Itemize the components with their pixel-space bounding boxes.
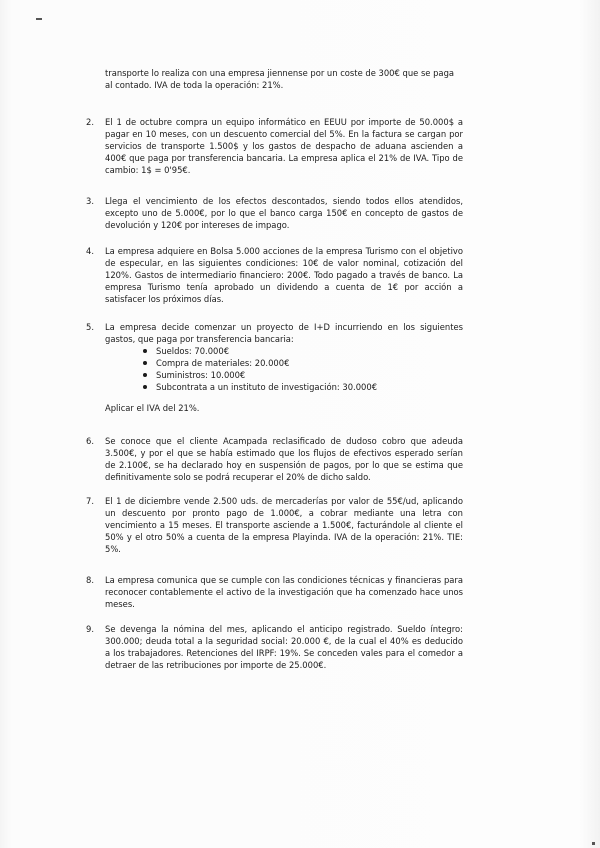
- item-text: Se conoce que el cliente Acampada reclasificado de dudoso cobro que adeuda 3.500€, y por el que se había estimado que los flujos de efectivos esperado serían de 2.100€, se ha declarado hoy en suspensión de pagos, por lo que se estima que definitivamente solo se podrá recuperar el 20% de dicho saldo.: [105, 436, 463, 483]
- exercise-item-7: [86, 495, 463, 555]
- scan-mark: [592, 842, 595, 845]
- exercise-item-9: [86, 623, 463, 671]
- list-item: Compra de materiales: 20.000€: [142, 357, 377, 369]
- item-text: El 1 de diciembre vende 2.500 uds. de mercaderías por valor de 55€/ud, aplicando un descuento por pronto pago de 1.000€, a cobrar mediante una letra con vencimiento a 15 meses. El transporte asciende a 1.500€, facturándole al cliente el 50% y el otro 50% a cuenta de la empresa Playinda. IVA de la operación: 21%. TIE: 5%.: [105, 496, 463, 555]
- item-text: El 1 de octubre compra un equipo informático en EEUU por importe de 50.000$ a pagar en 10 meses, con un descuento comercial del 5%. En la factura se cargan por servicios de transporte 1.500$ y los gastos de despacho de aduana ascienden a 400€ que paga por transferencia bancaria. La empresa aplica el 21% de IVA. Tipo de cambio: 1$ = 0'95€.: [105, 117, 463, 176]
- item-number: 4.: [86, 246, 94, 256]
- exercise-item-5: [86, 321, 463, 345]
- item-text: Se devenga la nómina del mes, aplicando el anticipo registrado. Sueldo íntegro: 300.000; deuda total a la seguridad social: 20.000 €, de la cual el 40% es deducido a los trabajadores. Retenciones del IRPF: 19%. Se conceden vales para el comedor a detraer de las retribuciones por importe de 25.000€.: [105, 624, 463, 671]
- item-number: 9.: [86, 624, 94, 634]
- intro-paragraph: transporte lo realiza con una empresa jiennense por un coste de 300€ que se paga al contado. IVA de toda la operación: 21%.: [105, 68, 455, 91]
- item-number: 2.: [86, 117, 94, 127]
- exercise-item-2: [86, 116, 463, 176]
- item-number: 8.: [86, 575, 94, 585]
- exercise-item-6: [86, 435, 463, 483]
- item-number: 3.: [86, 196, 94, 206]
- item-text: La empresa adquiere en Bolsa 5.000 acciones de la empresa Turismo con el objetivo de especular, en las siguientes condiciones: 10€ de valor nominal, cotización del 120%. Gastos de intermediario financiero: 200€. Todo pagado a través de banco. La empresa Turismo tenía aprobado un dividendo a cuenta de 1€ por acción a satisfacer los próximos días.: [105, 246, 463, 305]
- list-item: Sueldos: 70.000€: [142, 345, 377, 357]
- exercise-item-8: [86, 574, 463, 610]
- exercise-item-4: [86, 245, 463, 305]
- item-number: 5.: [86, 322, 94, 332]
- item-text: La empresa comunica que se cumple con las condiciones técnicas y financieras para reconocer contablemente el activo de la investigación que ha comenzado hace unos meses.: [105, 575, 463, 610]
- item-text: Llega el vencimiento de los efectos descontados, siendo todos ellos atendidos, excepto uno de 5.000€, por lo que el banco carga 150€ en concepto de gastos de devolución y 120€ por intereses de impago.: [105, 196, 463, 231]
- list-item: Subcontrata a un instituto de investigación: 30.000€: [142, 381, 377, 393]
- item-number: 7.: [86, 496, 94, 506]
- exercise-item-3: [86, 195, 463, 231]
- item-text: La empresa decide comenzar un proyecto de I+D incurriendo en los siguientes gastos, que paga por transferencia bancaria:: [105, 322, 463, 345]
- list-item: Suministros: 10.000€: [142, 369, 377, 381]
- scan-mark: [36, 18, 42, 20]
- expense-list: [142, 345, 377, 393]
- vat-note: Aplicar el IVA del 21%.: [105, 403, 200, 413]
- item-number: 6.: [86, 436, 94, 446]
